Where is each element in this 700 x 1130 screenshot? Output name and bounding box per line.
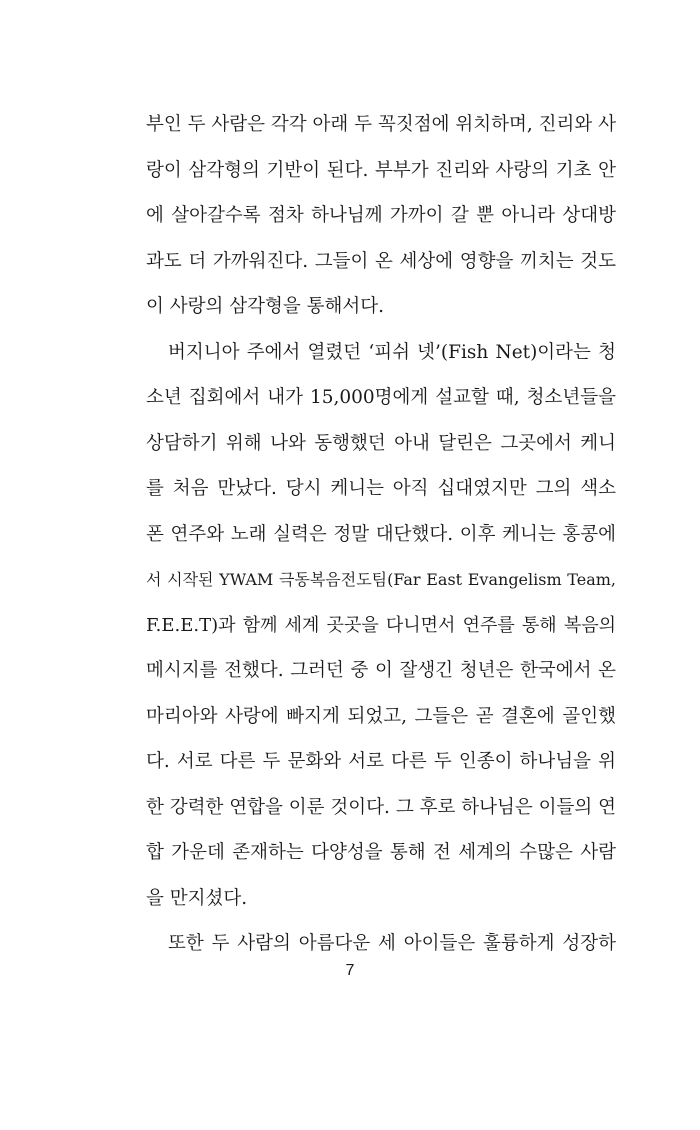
- text-line: 합 가운데 존재하는 다양성을 통해 전 세계의 수많은 사람: [146, 842, 616, 863]
- text-line: 부인 두 사람은 각각 아래 두 꼭짓점에 위치하며, 진리와 사: [146, 114, 616, 135]
- text-line: 이 사랑의 삼각형을 통해서다.: [146, 296, 384, 317]
- text-line: 버지니아 주에서 열렸던 ‘피쉬 넷’(Fish Net)이라는 청: [168, 341, 616, 363]
- text-line: F.E.E.T)과 함께 세계 곳곳을 다니면서 연주를 통해 복음의: [146, 614, 616, 636]
- text-line: 한 강력한 연합을 이룬 것이다. 그 후로 하나님은 이들의 연: [146, 796, 616, 818]
- text-line: 또한 두 사람의 아름다운 세 아이들은 훌륭하게 성장하: [168, 933, 616, 954]
- text-line: 을 만지셨다.: [146, 887, 248, 909]
- text-line: 과도 더 가까워진다. 그들이 온 세상에 영향을 끼치는 것도: [146, 250, 616, 272]
- text-line: 폰 연주와 노래 실력은 정말 대단했다. 이후 케니는 홍콩에: [146, 523, 616, 545]
- text-line: 메시지를 전했다. 그러던 중 이 잘생긴 청년은 한국에서 온: [146, 660, 616, 681]
- text-line: 를 처음 만났다. 당시 케니는 아직 십대였지만 그의 색소: [146, 478, 616, 499]
- page-number: 7: [345, 962, 355, 979]
- text-line: 소년 집회에서 내가 15,000명에게 설교할 때, 청소년들을: [146, 387, 616, 408]
- text-line: 마리아와 사랑에 빠지게 되었고, 그들은 곧 결혼에 골인했: [146, 705, 616, 727]
- text-line: 상담하기 위해 나와 동행했던 아내 달린은 그곳에서 케니: [146, 432, 616, 454]
- text-line: 랑이 삼각형의 기반이 된다. 부부가 진리와 사랑의 기초 안: [146, 159, 616, 181]
- text-line: 서 시작된 YWAM 극동복음전도팀(Far East Evangelism Team,: [146, 570, 616, 589]
- text-line: 다. 서로 다른 두 문화와 서로 다른 두 인종이 하나님을 위: [146, 751, 616, 772]
- text-line: 에 살아갈수록 점차 하나님께 가까이 갈 뿐 아니라 상대방: [146, 205, 616, 226]
